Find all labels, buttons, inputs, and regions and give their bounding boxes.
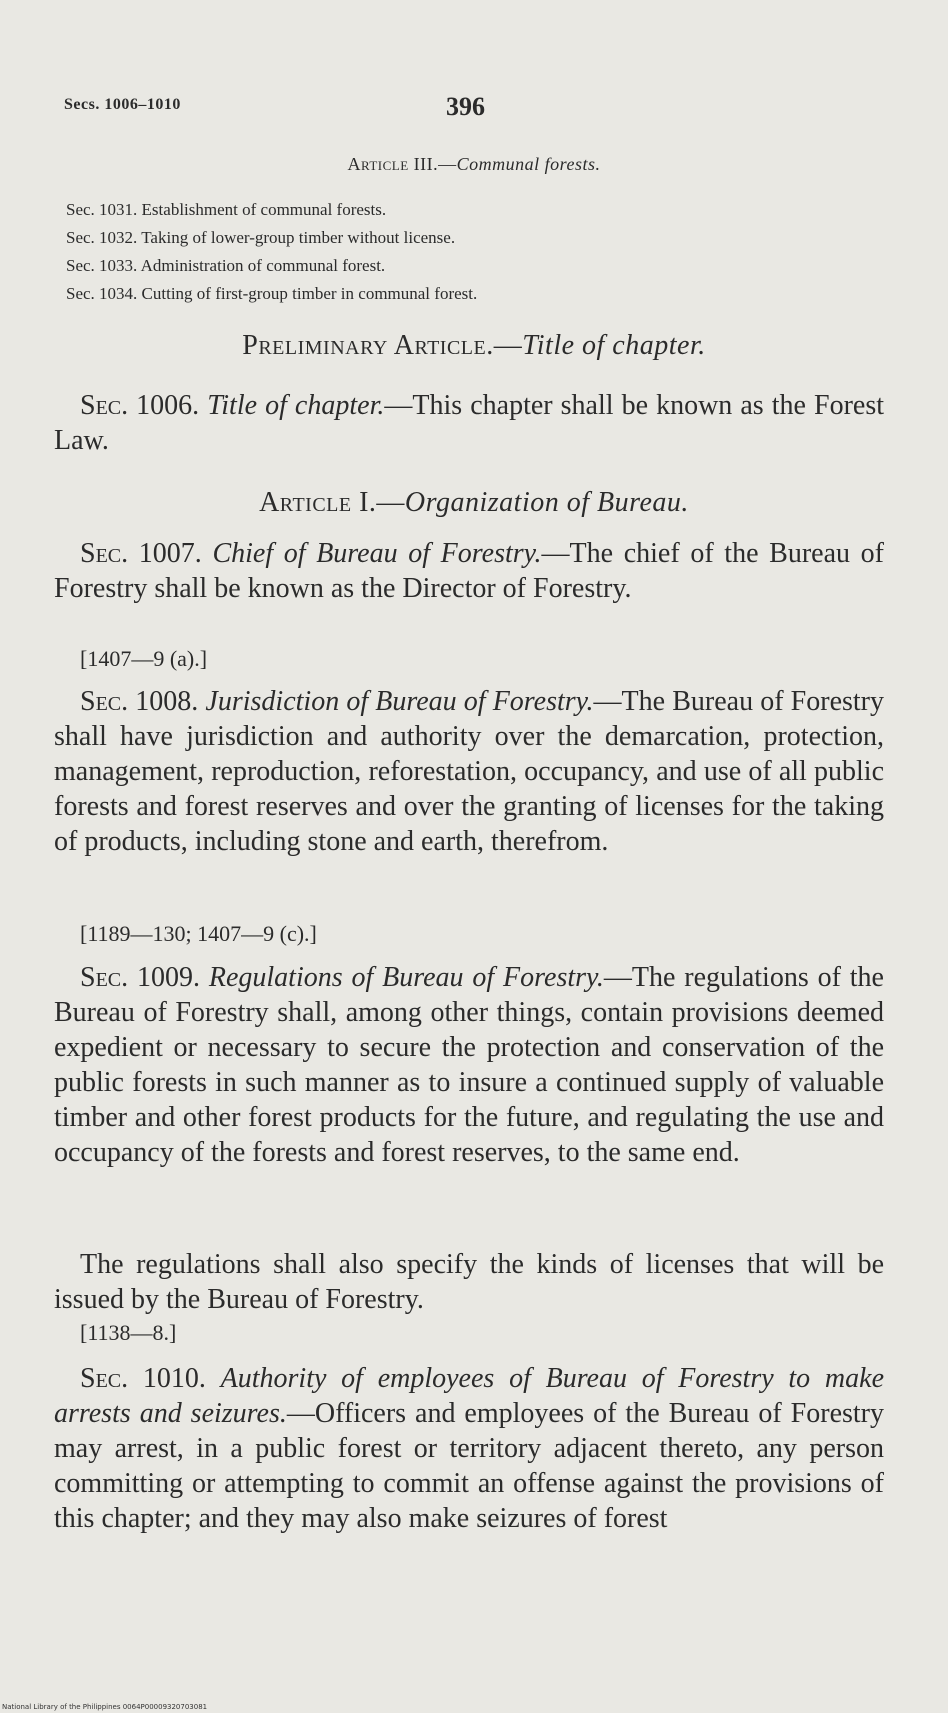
article-1-title: Organization of Bureau. <box>404 487 689 518</box>
section-title: Jurisdiction of Bureau of Forestry. <box>205 686 594 717</box>
section-1010 <box>54 1361 884 1536</box>
section-number: Sec. 1010. <box>80 1363 206 1394</box>
section-text: —The chief of the Bureau of Forestry shall be known as the Director of Forestry. <box>54 538 885 604</box>
page-header <box>64 92 884 122</box>
section-text: —Officers and employees of the Bureau of Forestry may arrest, in a public forest or territory adjacent thereto, any person committing or attempting to commit an offense against the provisions of this chapter; and they may also make seizures of forest <box>54 1398 884 1534</box>
section-text: —This chapter shall be known as the Forest Law. <box>54 390 885 456</box>
section-list <box>66 196 886 308</box>
citation-1009: [1138—8.] <box>80 1320 177 1345</box>
section-title: Regulations of Bureau of Forestry. <box>208 962 604 993</box>
list-item: Sec. 1034. Cutting of first-group timber in communal forest. <box>66 284 478 303</box>
section-text: —The Bureau of Forestry shall have jurisdiction and authority over the demarcation, protection, management, reproduction, reforestation, occupancy, and use of all public forests and forest reserves and over the granting of licenses for the taking of products, including stone and earth, therefrom. <box>54 686 884 857</box>
section-1008 <box>54 684 884 859</box>
section-1006 <box>54 388 884 458</box>
section-text: —The regulations of the Bureau of Forestry shall, among other things, contain provisions deemed expedient or necessary to secure the protection and conservation of the public forests in such manner as to insure a continued supply of valuable timber and other forest products for the future, and regulating the use and occupancy of the forests and forest reserves, to the same end. <box>54 962 884 1168</box>
scan-footer: National Library of the Philippines 0064P00009320703081 <box>2 1703 208 1711</box>
article-3-label: Article III.— <box>347 154 457 174</box>
list-item: Sec. 1033. Administration of communal forest. <box>66 256 386 275</box>
section-range: Secs. 1006–1010 <box>64 96 181 113</box>
preliminary-article-heading <box>0 330 948 362</box>
citation-1008: [1189—130; 1407—9 (c).] <box>80 921 317 946</box>
preliminary-article-title: Title of chapter. <box>522 330 706 361</box>
citation-1007: [1407—9 (a).] <box>80 646 208 671</box>
section-title: Authority of employees of Bureau of Forestry to make arrests and seizures. <box>54 1363 885 1429</box>
section-1009 <box>54 960 884 1170</box>
section-1009-paragraph-2: The regulations shall also specify the kinds of licenses that will be issued by the Bureau of Forestry. <box>54 1249 884 1315</box>
page-number: 396 <box>446 92 485 121</box>
list-item: Sec. 1031. Establishment of communal forests. <box>66 200 387 219</box>
section-1007 <box>54 536 884 606</box>
section-number: Sec. 1008. <box>80 686 199 717</box>
preliminary-article-label: Preliminary Article.— <box>242 330 523 361</box>
section-number: Sec. 1007. <box>80 538 202 569</box>
article-3-heading <box>0 154 948 175</box>
article-1-heading <box>0 487 948 519</box>
article-3-title: Communal forests. <box>456 154 601 174</box>
section-number: Sec. 1009. <box>80 962 200 993</box>
list-item: Sec. 1032. Taking of lower-group timber without license. <box>66 228 456 247</box>
article-1-label: Article I.— <box>259 487 405 518</box>
section-title: Title of chapter. <box>207 390 385 421</box>
section-title: Chief of Bureau of Forestry. <box>212 538 542 569</box>
section-number: Sec. 1006. <box>80 390 200 421</box>
